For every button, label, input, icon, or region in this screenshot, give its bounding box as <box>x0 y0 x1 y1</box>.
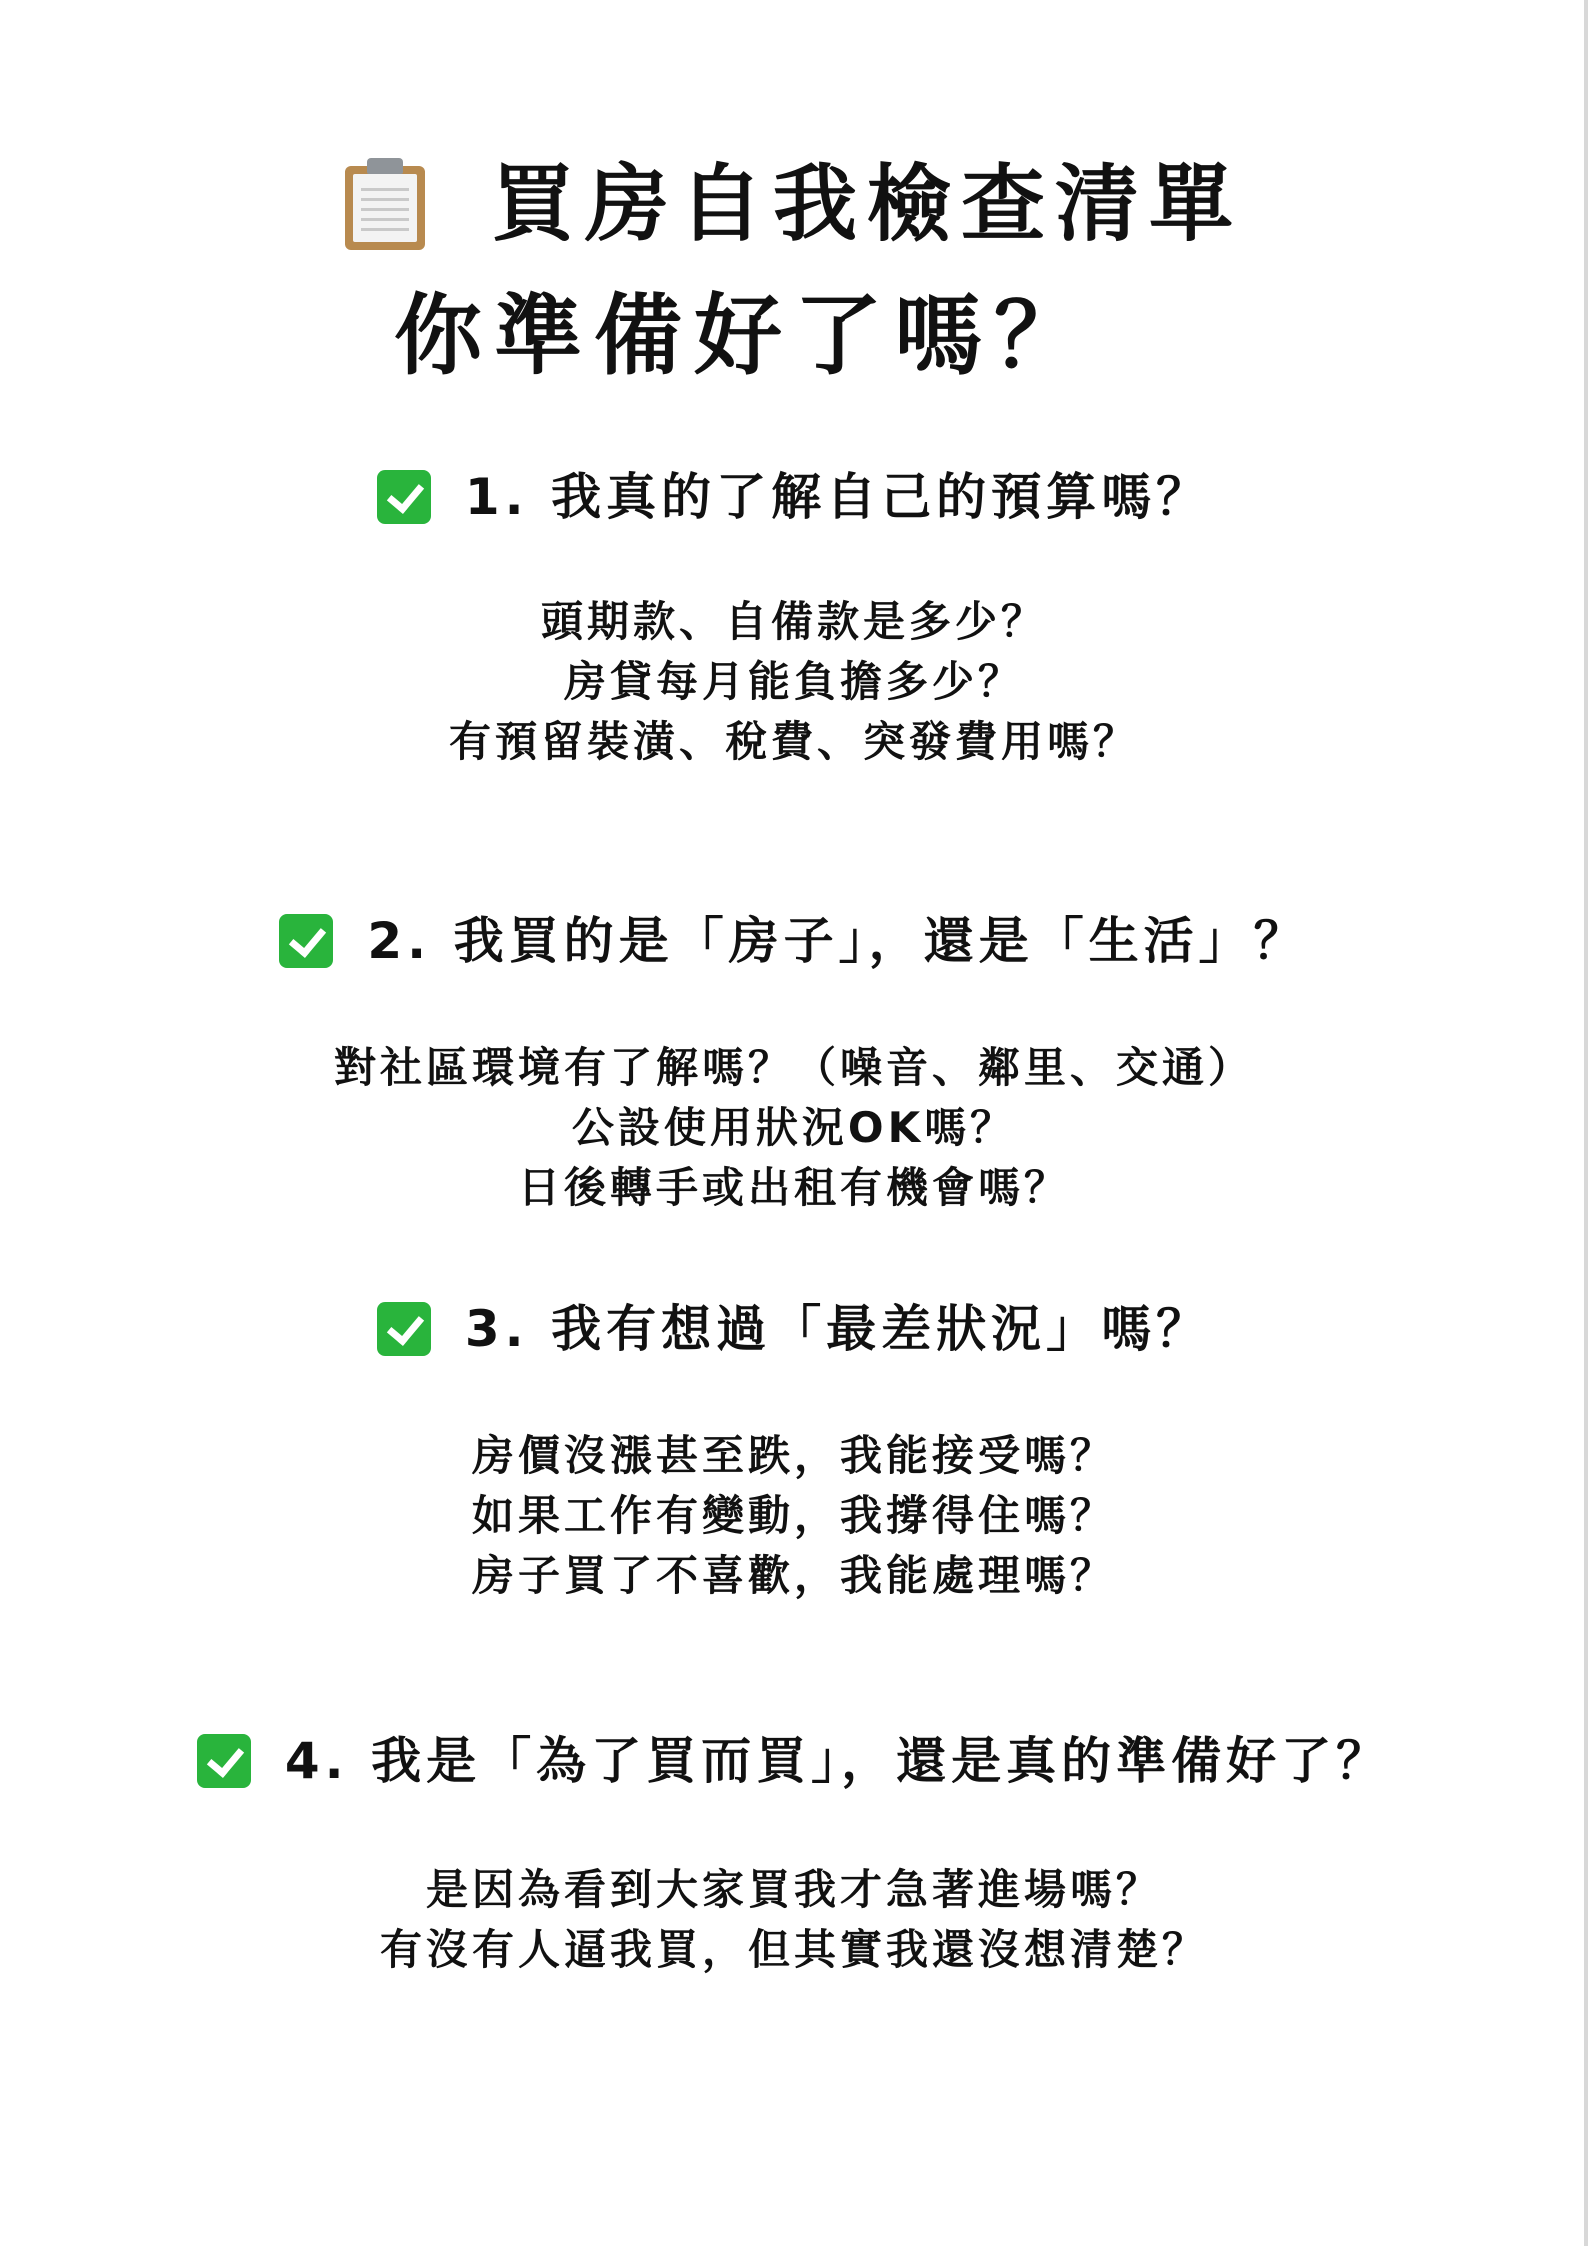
clipboard-icon <box>345 158 425 250</box>
question-line: 公設使用狀況OK嗎？ <box>571 1103 1017 1152</box>
section-heading-3 <box>0 1302 1588 1356</box>
question-line: 房貸每月能負擔多少？ <box>563 657 1024 706</box>
question-line: 房價沒漲甚至跌，我能接受嗎？ <box>471 1431 1116 1480</box>
question-line: 房子買了不喜歡，我能處理嗎？ <box>471 1551 1116 1600</box>
section-body-4 <box>0 1860 1588 1980</box>
page-title: 買房自我檢查清單 <box>490 155 1243 253</box>
section-heading-text: 3. 我有想過「最差狀況」嗎？ <box>464 1300 1212 1358</box>
section-heading-4 <box>0 1734 1588 1788</box>
question-line: 對社區環境有了解嗎？（噪音、鄰里、交通） <box>333 1043 1254 1092</box>
section-heading-2 <box>0 914 1588 968</box>
section-heading-1 <box>0 470 1588 524</box>
section-body-3 <box>0 1426 1588 1606</box>
question-line: 有預留裝潢、稅費、突發費用嗎？ <box>448 717 1139 766</box>
section-body-1 <box>0 592 1588 772</box>
section-body-2 <box>0 1038 1588 1218</box>
check-mark-button-icon <box>279 914 333 968</box>
title-row <box>0 155 1588 253</box>
question-line: 如果工作有變動，我撐得住嗎？ <box>471 1491 1116 1540</box>
check-mark-button-icon <box>377 470 431 524</box>
question-line: 是因為看到大家買我才急著進場嗎？ <box>425 1865 1162 1914</box>
check-mark-button-icon <box>377 1302 431 1356</box>
question-line: 頭期款、自備款是多少？ <box>540 597 1047 646</box>
section-heading-text: 1. 我真的了解自己的預算嗎？ <box>464 468 1212 526</box>
section-heading-text: 4. 我是「為了買而買」，還是真的準備好了？ <box>284 1732 1392 1790</box>
check-mark-button-icon <box>197 1734 251 1788</box>
section-heading-text: 2. 我買的是「房子」，還是「生活」？ <box>367 912 1309 970</box>
question-line: 日後轉手或出租有機會嗎？ <box>517 1163 1070 1212</box>
question-line: 有沒有人逼我買，但其實我還沒想清楚？ <box>379 1925 1208 1974</box>
page-subtitle: 你準備好了嗎？ <box>393 284 1094 387</box>
